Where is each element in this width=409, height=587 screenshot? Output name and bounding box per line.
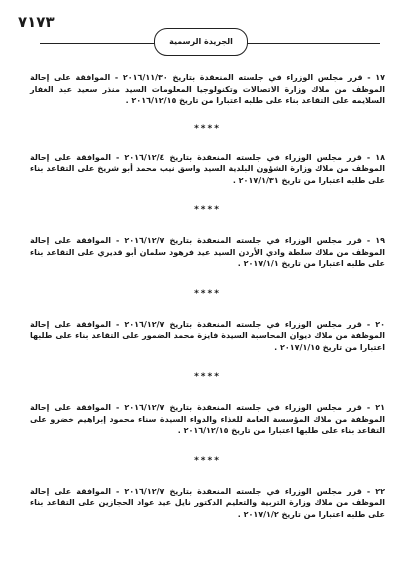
gazette-title: الجريدة الرسمية — [154, 28, 248, 56]
decision-number: ٢٢ — [375, 486, 385, 496]
decision-text: قرر مجلس الوزراء في جلسته المنعقدة بتاريخ ٢٠١٦/١٢/٧ - الموافقة على إحالة الموظف من ملاك سلطة وادي الأردن السيد عيد فرهود سلمان أبو قديري على التقاعد بناء على طلبه اعتبارا من تاريخ ٢٠١٧/١/١ . — [30, 236, 385, 268]
decision-number: ٢١ — [375, 403, 385, 412]
decision-text: قرر مجلس الوزراء في جلسته المنعقدة بتاريخ ٢٠١٦/١٢/٧ - الموافقة على إحالة الموظفة من ملاك المؤسسة العامة للغذاء والدواء السيدة سناء محمود إبراهيم خضرو على التقاعد بناء على طلبها اعتبارا من تاريخ ٢٠١٦/١٢/١٥ . — [30, 403, 385, 435]
gazette-header — [0, 28, 409, 58]
decision-text: قرر مجلس الوزراء في جلسته المنعقدة بتاريخ ٢٠١٦/١١/٣٠ - الموافقة على إحالة الموظف من ملاك وزارة الاتصالات وتكنولوجيا المعلومات السيد منذر سعيد عبد الغفار السلايمه على التقاعد بناء على طلبه اعتبارا من تاريخ ٢٠١٦/١٢/١٥ . — [30, 73, 385, 105]
decision-item: ١٩ - قرر مجلس الوزراء في جلسته المنعقدة بتاريخ ٢٠١٦/١٢/٧ - الموافقة على إحالة الموظف من ملاك سلطة وادي الأردن السيد عيد فرهود سلمان أبو قديري على التقاعد بناء على طلبه اعتبارا من تاريخ ٢٠١٧/١/١ . — [30, 236, 385, 268]
decision-item: ٢٢ - قرر مجلس الوزراء في جلسته المنعقدة بتاريخ ٢٠١٦/١٢/٧ - الموافقة على إحالة الموظف من ملاك وزارة التربية والتعليم الدكتور نايل عيد عواد الحجازين على التقاعد بناء على طلبه اعتبارا من تاريخ ٢٠١٧/١/٢ . — [30, 486, 385, 519]
decision-text: قرر مجلس الوزراء في جلسته المنعقدة بتاريخ ٢٠١٦/١٢/٧ - الموافقة على إحالة الموظف من ملاك وزارة التربية والتعليم الدكتور نايل عيد عواد الحجازين على التقاعد بناء على طلبه اعتبارا من تاريخ ٢٠١٧/١/٢ . — [30, 486, 385, 519]
page-number: ٧١٧٣ — [18, 13, 55, 31]
decision-number: ١٧ — [375, 73, 385, 82]
decision-item: ٢٠ - قرر مجلس الوزراء في جلسته المنعقدة بتاريخ ٢٠١٦/١٢/٧ - الموافقة على إحالة الموظفة من ملاك ديوان المحاسبة السيدة فايزة محمد الضمور على التقاعد بناء على طلبها اعتبارا من تاريخ ٢٠١٧/١/١٥ . — [30, 319, 385, 352]
decision-item: ٢١ - قرر مجلس الوزراء في جلسته المنعقدة بتاريخ ٢٠١٦/١٢/٧ - الموافقة على إحالة الموظفة من ملاك المؤسسة العامة للغذاء والدواء السيدة سناء محمود إبراهيم خضرو على التقاعد بناء على طلبها اعتبارا من تاريخ ٢٠١٦/١٢/١٥ . — [30, 403, 385, 435]
decision-text: قرر مجلس الوزراء في جلسته المنعقدة بتاريخ ٢٠١٦/١٢/٧ - الموافقة على إحالة الموظفة من ملاك ديوان المحاسبة السيدة فايزة محمد الضمور على التقاعد بناء على طلبها اعتبارا من تاريخ ٢٠١٧/١/١٥ . — [30, 319, 385, 352]
decision-item: ١٧ - قرر مجلس الوزراء في جلسته المنعقدة بتاريخ ٢٠١٦/١١/٣٠ - الموافقة على إحالة الموظف من ملاك وزارة الاتصالات وتكنولوجيا المعلومات السيد منذر سعيد عبد الغفار السلايمه على التقاعد بناء على طلبه اعتبارا من تاريخ ٢٠١٦/١٢/١٥ . — [30, 73, 385, 105]
separator: **** — [194, 123, 221, 134]
decision-number: ١٩ — [375, 236, 385, 245]
separator: **** — [194, 455, 221, 466]
separator: **** — [194, 205, 221, 215]
decisions-list — [30, 70, 385, 520]
separator: **** — [194, 288, 221, 299]
decision-text: قرر مجلس الوزراء في جلسته المنعقدة بتاريخ ٢٠١٦/١٢/٤ - الموافقة على إحالة الموظف من ملاك وزارة الشؤون البلدية السيد واسق نيب محمد أبو شريخ على التقاعد بناء على طلبه اعتبارا من تاريخ ٢٠١٧/١/٣١ . — [30, 152, 385, 185]
decision-item: ١٨ - قرر مجلس الوزراء في جلسته المنعقدة بتاريخ ٢٠١٦/١٢/٤ - الموافقة على إحالة الموظف من ملاك وزارة الشؤون البلدية السيد واسق نيب محمد أبو شريخ على التقاعد بناء على طلبه اعتبارا من تاريخ ٢٠١٧/١/٣١ . — [30, 152, 385, 185]
decision-number: ٢٠ — [375, 319, 385, 329]
decision-number: ١٨ — [375, 152, 385, 162]
separator: **** — [194, 372, 221, 382]
